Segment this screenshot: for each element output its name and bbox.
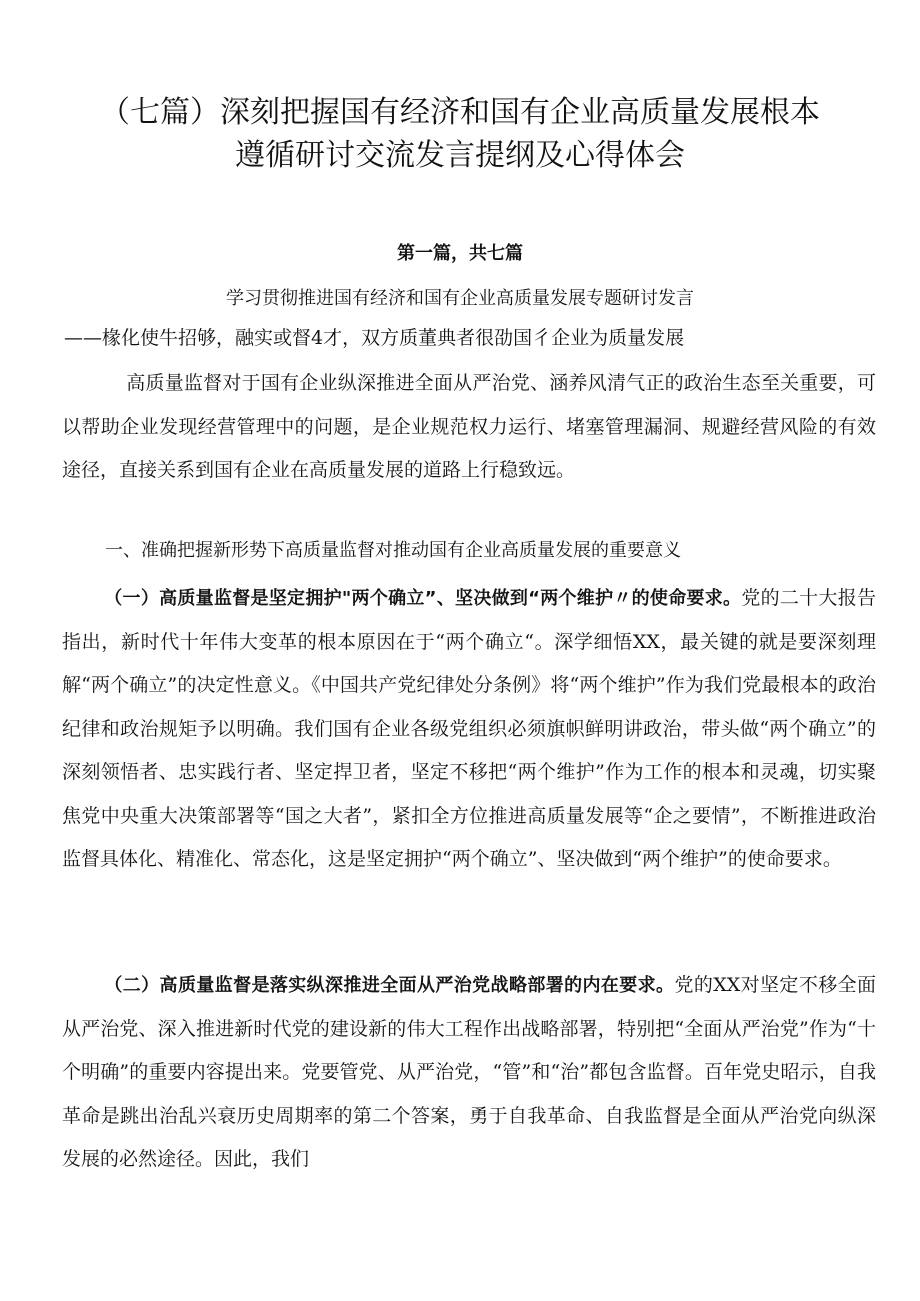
point-2-body: 党的XX对坚定不移全面从严治党、深入推进新时代党的建设新的伟大工程作出战略部署，特别把“全面从严治党”作为“十个明确”的重要内容提出来。党要管党、从严治党，“管”和“治”都包含监督。百年党史昭示，自我革命是跳出治乱兴衰历史周期率的第二个答案，勇于自我革命、自我监督是全面从严治党向纵深发展的必然途径。因此，我们 (62, 974, 876, 1170)
point-1-body: 党的二十大报告指出，新时代十年伟大变革的根本原因在于“两个确立“。深学细悟XX，最关键的就是要深刻理解“两个确立”的决定性意义。《中国共产党纪律处分条例》将“两个维护”作为我们党最根本的政治纪律和政治规矩予以明确。我们国有企业各级党组织必须旗帜鲜明讲政治，带头做“两个确立”的深刻领悟者、忠实践行者、坚定捍卫者，坚定不移把“两个维护”作为工作的根本和灵魂，切实聚焦党中央重大决策部署等“国之大者”，紧扣全方位推进高质量发展等“企之要情”，不断推进政治监督具体化、精准化、常态化，这是坚定拥护“两个确立”、坚决做到“两个维护”的使命要求。 (62, 587, 876, 870)
point-1-paragraph (62, 577, 876, 882)
point-2-paragraph (62, 964, 876, 1182)
speech-subtitle: ——椽化使牛招够，融实或督4才，双方质董典者很劭国彳企业为质量发展 (64, 327, 685, 349)
point-2-lead: （二）高质量监督是落实纵深推进全面从严治党战略部署的内在要求。 (104, 975, 675, 996)
document-title-line-2: 遵循研讨交流发言提纲及心得体会 (235, 138, 685, 173)
part-label: 第一篇，共七篇 (397, 243, 523, 264)
intro-paragraph (62, 362, 876, 493)
point-1-lead: （一）高质量监督是坚定拥护"两个确立”、坚决做到“两个维护〃的使命要求。 (104, 588, 742, 609)
section-1-heading: 一、准确把握新形势下高质量监督对推动国有企业高质量发展的重要意义 (105, 540, 681, 561)
speech-title: 学习贯彻推进国有经济和国有企业高质量发展专题研讨发言 (226, 288, 694, 309)
intro-paragraph-text: 高质量监督对于国有企业纵深推进全面从严治党、涵养风清气正的政治生态至关重要，可以帮助企业发现经营管理中的问题，是企业规范权力运行、堵塞管理漏洞、规避经营风险的有效途径，直接关系到国有企业在高质量发展的道路上行稳致远。 (62, 372, 876, 481)
document-title-line-1: （七篇）深刻把握国有经济和国有企业高质量发展根本 (100, 95, 820, 130)
